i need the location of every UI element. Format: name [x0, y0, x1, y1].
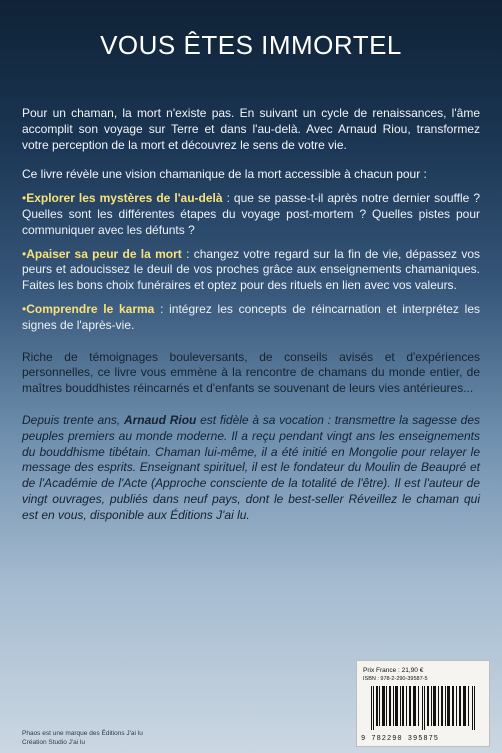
- back-cover-text: [22, 106, 480, 524]
- author-name: Arnaud Riou: [123, 412, 197, 427]
- bullet-label: Explorer les mystères de l'au-delà: [26, 191, 223, 206]
- price-label: Prix France : 21,90 €: [363, 667, 424, 674]
- footer-line-2: Création Studio J'ai lu: [22, 739, 86, 746]
- bullet-item: [22, 302, 480, 334]
- rich-paragraph: Riche de témoignages bouleversants, de conseils avisés et d'expériences personnelles, ce livre vous emmène à la rencontre de chamans du monde entier, de maîtres bouddhistes réincarnés et d'enfants se souvenant de leurs vies antérieures...: [22, 349, 480, 396]
- publisher-footer: [22, 729, 143, 747]
- lead-paragraph: Ce livre révèle une vision chamanique de la mort accessible à chacun pour :: [22, 167, 427, 182]
- barcode-bars-icon: [371, 686, 477, 730]
- isbn-label: ISBN : 978-2-290-39587-5: [363, 676, 428, 682]
- footer-line-1: Phaos est une marque des Éditions J'ai lu: [22, 730, 143, 737]
- bullet-item: [22, 191, 480, 238]
- author-bio: [22, 413, 480, 524]
- bullet-label: Apaiser sa peur de la mort: [26, 246, 182, 261]
- bullet-label: Comprendre le karma: [26, 301, 155, 316]
- barcode-number: 9 782290 395875: [361, 735, 440, 743]
- bullet-text: : que se passe-t-il après notre dernier souffle ? Quelles sont les différentes étapes du voyage post-mortem ? Quelles pistes pour communiquer avec les défunts ?: [22, 191, 480, 237]
- bio-after: est fidèle à sa vocation : transmettre la sagesse des peuples premiers au monde moderne. Il a reçu pendant vingt ans les enseignements du bouddhisme tibétain. Chaman lui-même, il a été initié en Mongolie pour relayer le message des esprits. Enseignant spirituel, il est le fondateur du Moulin de Beaupré et de l'Académie de l'Acte (Approche consciente de la totalité de l'être). Il est l'auteur de vingt ouvrages, publiés dans neuf pays, dont le best-seller Réveillez le chaman qui est en vous, disponible aux Éditions J'ai lu.: [22, 412, 481, 522]
- bullet-dot-icon: •: [22, 301, 27, 316]
- bullet-text: : changez votre regard sur la fin de vie, dépassez vos peurs et adoucissez le deuil de vos proches grâce aux enseignements chamaniques. Faites les bons choix funéraires et optez pour des rituels en lien avec vos valeurs.: [22, 246, 480, 293]
- bullet-item: [22, 247, 480, 294]
- bio-before: Depuis trente ans,: [22, 412, 124, 427]
- bullet-dot-icon: •: [22, 246, 27, 261]
- barcode-box: [356, 660, 490, 747]
- back-cover-title: VOUS ÊTES IMMORTEL: [100, 30, 402, 60]
- bullet-text: : intégrez les concepts de réincarnation et interprétez les signes de l'après-vie.: [22, 301, 480, 332]
- intro-paragraph: Pour un chaman, la mort n'existe pas. En suivant un cycle de renaissances, l'âme accomplit son voyage sur Terre et dans l'au-delà. Avec Arnaud Riou, transformez votre perception de la mort et découvrez le sens de votre vie.: [22, 106, 480, 152]
- bullet-dot-icon: •: [22, 191, 27, 206]
